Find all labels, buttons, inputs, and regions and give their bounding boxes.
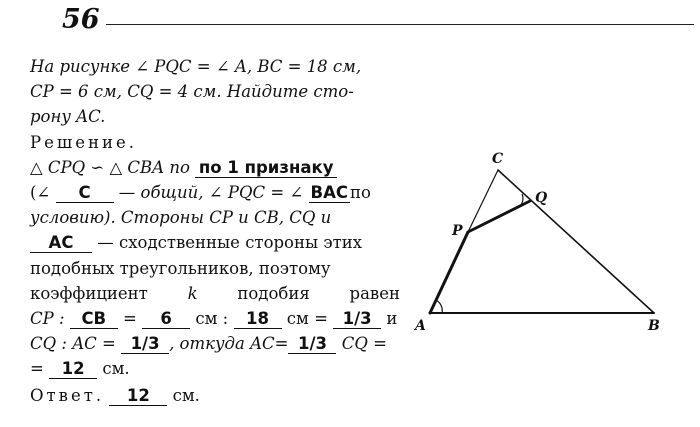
solution-line-corresponding <box>30 230 400 255</box>
answer-cq-third: 1/3 <box>121 335 169 354</box>
solution-line-similarity <box>30 155 400 180</box>
final-eq: = <box>30 359 44 379</box>
answer-corresponding-side: AC <box>30 234 92 253</box>
cq-ac: CQ : AC = <box>30 334 116 354</box>
common-mid: — общий, ∠ PQC = ∠ <box>118 182 304 202</box>
whence-cq: CQ = <box>341 334 387 354</box>
ratio-eq1: = <box>123 308 137 328</box>
solution-line-ratio <box>30 306 400 331</box>
answer-common-angle: C <box>56 184 114 203</box>
label-c: C <box>492 151 504 167</box>
problem-text-block <box>30 54 400 409</box>
triangle-figure <box>412 150 682 350</box>
solution-line-similar <box>30 256 400 281</box>
corresponding-tail: — сходственные стороны этих <box>97 233 363 253</box>
whence: , откуда AC= <box>169 334 289 354</box>
answer-value: 12 <box>109 387 167 406</box>
answer-equal-angle: BAC <box>310 182 348 202</box>
answer-ratio-third: 1/3 <box>333 310 381 329</box>
ratio-cp: CP : <box>30 308 65 328</box>
coef-k: k <box>187 283 198 303</box>
solution-line-cq-ac <box>30 331 400 356</box>
solution-line-coefficient <box>30 281 400 306</box>
side-cb <box>498 170 654 313</box>
side-pa <box>430 232 468 313</box>
label-q: Q <box>535 190 548 206</box>
final-unit: см. <box>102 359 130 379</box>
condition-tail: по <box>349 182 371 202</box>
side-cp <box>468 170 498 232</box>
label-a: A <box>415 318 426 334</box>
page-number: 56 <box>62 4 100 35</box>
coef-similarity: подобия <box>237 283 310 303</box>
header-rule <box>106 24 694 25</box>
coef-word: коэффициент <box>30 283 148 303</box>
ratio-and: и <box>386 308 398 328</box>
problem-line-2: CP = 6 см, CQ = 4 см. Найдите сто- <box>30 82 354 102</box>
answer-ratio-18: 18 <box>234 310 282 329</box>
ratio-cm-colon: см : <box>195 308 229 328</box>
ratio-cm-eq: см = <box>286 308 328 328</box>
answer-ratio-cb: CB <box>70 310 118 329</box>
problem-line-1: На рисунке ∠ PQC = ∠ A, BC = 18 см, <box>30 57 362 76</box>
problem-line-3: рону AC. <box>30 107 106 127</box>
answer-whence-third: 1/3 <box>288 335 336 354</box>
similarity-statement: △ CPQ ∽ △ CBA по <box>30 157 190 177</box>
angle-arc-a <box>436 300 442 313</box>
answer-ratio-6: 6 <box>142 310 190 329</box>
solution-heading: Решение. <box>30 132 137 152</box>
answer-label: Ответ. <box>30 386 105 406</box>
common-open: (∠ <box>30 182 51 202</box>
answer-unit: см. <box>172 386 200 406</box>
answer-line <box>30 383 400 408</box>
similar-text: подобных треугольников, поэтому <box>30 258 331 278</box>
solution-line-sides: условию). Стороны CP и CB, CQ и <box>30 208 332 228</box>
label-p: P <box>452 223 463 239</box>
label-b: B <box>648 318 660 334</box>
answer-final: 12 <box>49 360 97 379</box>
coef-equal: равен <box>349 283 400 303</box>
solution-line-common-angle <box>30 180 400 205</box>
solution-line-final <box>30 356 400 381</box>
answer-criterion: по 1 признаку <box>195 159 337 178</box>
